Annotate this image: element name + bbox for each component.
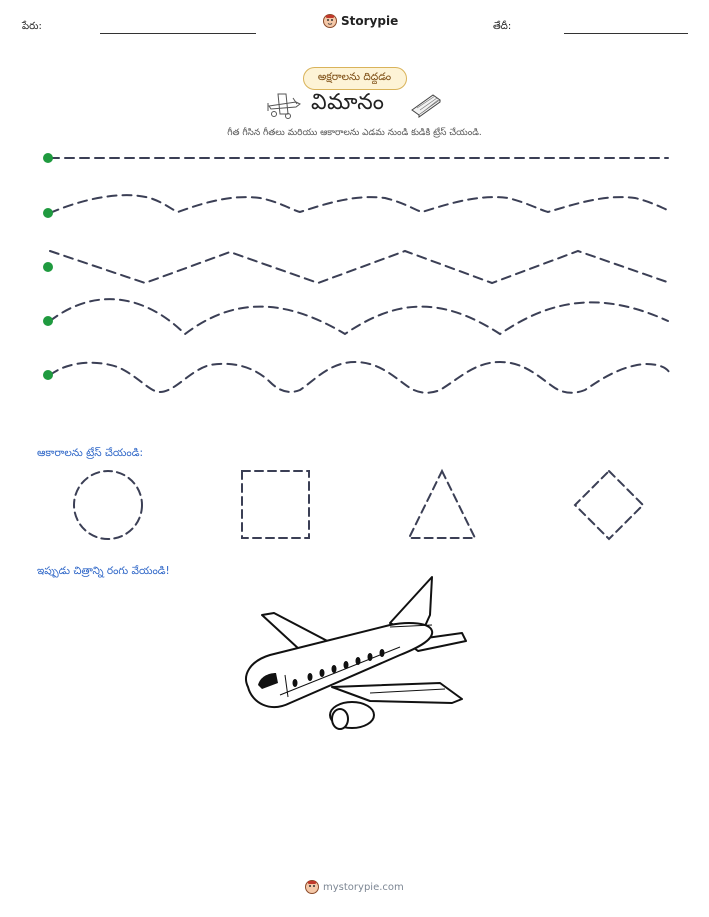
storypie-logo-icon — [305, 880, 319, 894]
date-label: తేదీ: — [493, 21, 512, 32]
trace-shapes[interactable] — [0, 460, 709, 550]
footer — [305, 880, 404, 894]
trace-shape-square — [242, 471, 309, 538]
start-dot — [43, 316, 53, 326]
trace-line-wave-smooth — [50, 299, 668, 334]
trace-shape-diamond — [575, 471, 643, 539]
airplane-coloring-picture[interactable] — [240, 575, 470, 735]
start-dot — [43, 208, 53, 218]
shapes-section-label: ఆకారాలను ట్రేస్ చేయండి: — [37, 447, 144, 459]
name-label: పేరు: — [22, 21, 42, 32]
trace-line-wave-arch — [50, 195, 670, 213]
instruction-text: గీత గీసిన గీతలు మరియు ఆకారాలను ఎడమ నుండి కుడికి ట్రేస్ చేయండి. — [227, 128, 482, 138]
start-dot — [43, 262, 53, 272]
trace-shape-triangle — [409, 471, 475, 538]
trace-shape-circle — [74, 471, 142, 539]
footer-site[interactable]: mystorypie.com — [323, 881, 404, 893]
start-dot — [43, 153, 53, 163]
start-dot — [43, 370, 53, 380]
trace-line-wave-bumps — [50, 362, 670, 393]
trace-line-zigzag — [50, 251, 670, 283]
brand-name: Storypie — [341, 14, 399, 28]
coloring-section-label: ఇప్పుడు చిత్రాన్ని రంగు వేయండి! — [37, 565, 170, 577]
tracing-lines[interactable] — [0, 0, 709, 420]
page-title: విమానం — [311, 90, 385, 115]
topic-badge: అక్షరాలను దిద్దడం — [303, 67, 407, 90]
